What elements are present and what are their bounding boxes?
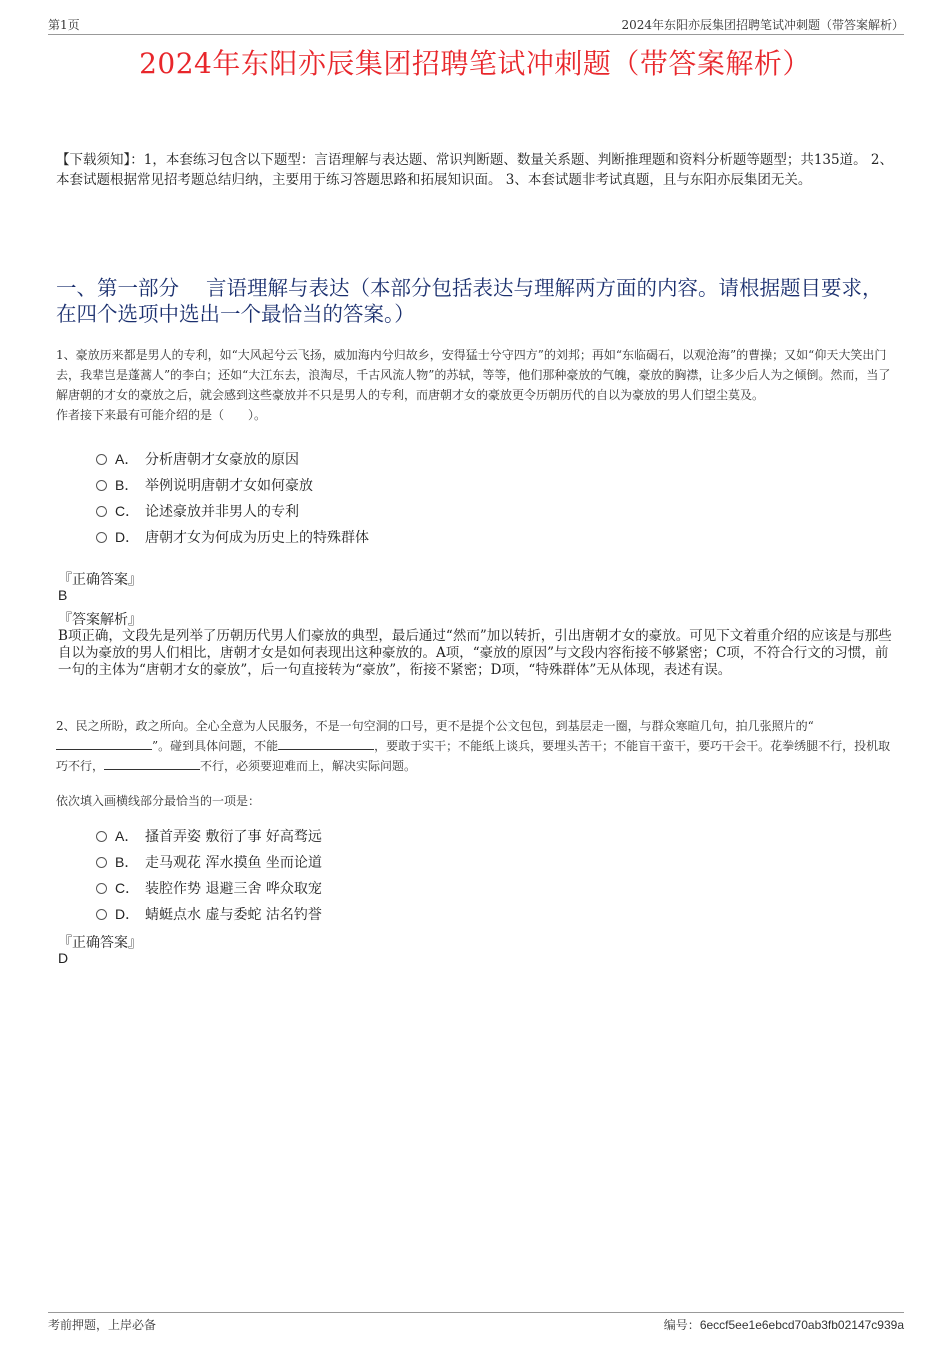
radio-icon[interactable] <box>96 831 107 842</box>
question-1-text: 1、豪放历来都是男人的专利，如“大风起兮云飞扬，威加海内兮归故乡，安得猛士兮守四方”的刘邦；再如“东临碣石，以观沧海”的曹操；又如“仰天大笑出门去，我辈岂是蓬蒿人”的李白；还如“大江东去，浪淘尽，千古风流人物”的苏轼，等等，他们那种豪放的气魄，豪放的胸襟，让多少后人为之倾倒。然而，当了解唐朝的才女的豪放之后，就会感到这些豪放并不只是男人的专利，而唐朝才女的豪放更令历朝历代的自以为豪放的男人们望尘莫及。 <box>56 348 891 402</box>
blank-3 <box>104 757 200 770</box>
radio-icon[interactable] <box>96 883 107 894</box>
header-doc-title: 2024年东阳亦辰集团招聘笔试冲刺题（带答案解析） <box>621 18 904 32</box>
option-b[interactable]: B． 走马观花 浑水摸鱼 坐而论道 <box>96 849 322 875</box>
option-d[interactable]: D． 唐朝才女为何成为历史上的特殊群体 <box>96 524 369 550</box>
answer-value: D <box>58 950 69 966</box>
page-number: 第1页 <box>48 18 80 32</box>
answer-label: 『正确答案』 <box>58 935 142 951</box>
option-b[interactable]: B． 举例说明唐朝才女如何豪放 <box>96 472 369 498</box>
radio-icon[interactable] <box>96 909 107 920</box>
option-a[interactable]: A． 搔首弄姿 敷衍了事 好高骛远 <box>96 823 322 849</box>
question-2-prompt: 依次填入画横线部分最恰当的一项是： <box>56 794 261 808</box>
question-1-stem <box>56 345 898 425</box>
blank-2 <box>278 737 374 750</box>
doc-code: 编号：6eccf5ee1e6ebcd70ab3fb02147c939a <box>663 1318 904 1332</box>
analysis-text: B项正确，文段先是列举了历朝历代男人们豪放的典型，最后通过“然而”加以转折，引出唐朝才女的豪放。可见下文着重介绍的应该是与那些自以为豪放的男人们相比，唐朝才女是如何表现出这种豪放的。A项，“豪放的原因”与文段内容衔接不够紧密；C项，不符合行文的习惯，前一句的主体为“唐朝才女的豪放”，后一句直接转为“豪放”，衔接不紧密；D项，“特殊群体”无从体现，表述有误。 <box>58 628 892 678</box>
analysis-label: 『答案解析』 <box>58 612 142 628</box>
radio-icon[interactable] <box>96 454 107 465</box>
footer-slogan: 考前押题，上岸必备 <box>48 1318 157 1332</box>
section-heading: 一、第一部分 言语理解与表达（本部分包括表达与理解两方面的内容。请根据题目要求，在四个选项中选出一个最恰当的答案。） <box>56 276 883 326</box>
option-d[interactable]: D． 蜻蜓点水 虚与委蛇 沽名钓誉 <box>96 901 322 927</box>
blank-1 <box>56 737 152 750</box>
option-c[interactable]: C． 装腔作势 退避三舍 哗众取宠 <box>96 875 322 901</box>
question-2-options <box>96 823 322 927</box>
answer-value: B <box>58 587 68 603</box>
answer-label: 『正确答案』 <box>58 572 142 588</box>
question-2-stem: 2、民之所盼，政之所向。全心全意为人民服务，不是一句空洞的口号，更不是提个公文包包，到基层走一圈，与群众寒暄几句，拍几张照片的“”。碰到具体问题，不能 ，要敢于实干；不能纸上谈兵，要埋头苦干；不能盲干蛮干，要巧干会干。花拳绣腿不行，投机取巧不行， 不行，必须要迎难而上，解决实际问题。 <box>56 719 891 773</box>
download-notice: 【下载须知】：1，本套练习包含以下题型：言语理解与表达题、常识判断题、数量关系题、判断推理题和资料分析题等题型；共135道。 2、本套试题根据常见招考题总结归纳，主要用于练习答题思路和拓展知识面。 3、本套试题非考试真题，且与东阳亦辰集团无关。 <box>56 152 893 188</box>
page-header <box>48 14 904 35</box>
page-footer <box>48 1312 904 1332</box>
option-a[interactable]: A． 分析唐朝才女豪放的原因 <box>96 446 369 472</box>
radio-icon[interactable] <box>96 506 107 517</box>
radio-icon[interactable] <box>96 857 107 868</box>
option-c[interactable]: C． 论述豪放并非男人的专利 <box>96 498 369 524</box>
question-1-options <box>96 446 369 550</box>
radio-icon[interactable] <box>96 480 107 491</box>
page-title: 2024年东阳亦辰集团招聘笔试冲刺题（带答案解析） <box>139 47 811 80</box>
radio-icon[interactable] <box>96 532 107 543</box>
question-1-prompt: 作者接下来最有可能介绍的是（ ）。 <box>56 408 267 422</box>
